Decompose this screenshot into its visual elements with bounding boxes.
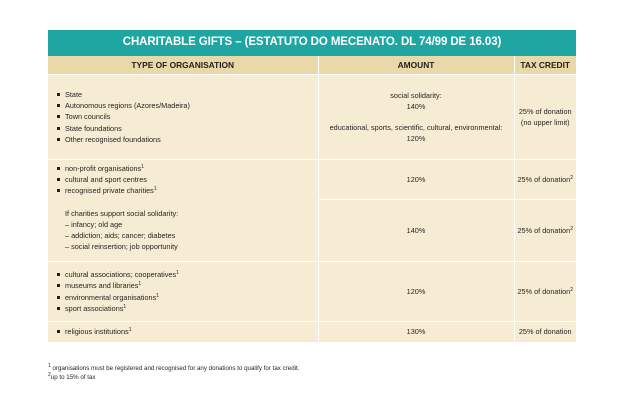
credit-value: 25% of donation	[518, 106, 572, 116]
list-item: non-profit organisations$^1$	[56, 163, 318, 174]
table-row	[48, 160, 576, 200]
list-item: sport associations$^1$	[56, 303, 318, 314]
row2-credit: 25% of donation$^2$	[514, 160, 576, 200]
amount-label: social solidarity:	[390, 90, 442, 100]
row1-amount	[318, 75, 514, 160]
support-line: – infancy; old age	[65, 220, 123, 230]
row1-credit	[514, 75, 576, 160]
gifts-table	[48, 54, 576, 342]
footnote-ref: 2	[570, 225, 574, 232]
header-credit: TAX CREDIT	[514, 55, 576, 75]
list-item: cultural associations; cooperatives$^1$	[56, 269, 318, 280]
row1-types	[48, 75, 318, 160]
list-item: cultural and sport centres	[56, 174, 318, 185]
row2-amount: 120%	[318, 160, 514, 200]
footnote-2: $^2$up to 15% of tax	[48, 372, 96, 381]
list-item: Other recognised foundations	[56, 134, 318, 145]
support-line: – social reinsertion; job opportunity	[65, 242, 178, 252]
footnote-ref: 2	[570, 174, 574, 181]
footnote-1: $^1$ organisations must be registered and recognised for any donations to qualify for tax credit.	[48, 363, 300, 372]
footnote-ref: 1	[141, 163, 145, 170]
list-item: Town councils	[56, 111, 318, 122]
row3-amount: 140%	[318, 200, 514, 262]
amount-label: educational, sports, scientific, cultural, environmental:	[329, 123, 503, 132]
footnote-ref: 1	[176, 270, 179, 277]
support-line: – addiction; aids; cancer; diabetes	[65, 231, 176, 241]
list-item: State	[56, 89, 318, 100]
row4-amount: 120%	[318, 262, 514, 322]
list-item: museums and libraries$^1$	[56, 280, 318, 291]
footnote-ref: 1	[153, 186, 157, 193]
table-row	[48, 262, 576, 322]
footnotes	[48, 364, 299, 382]
list-item: Autonomous regions (Azores/Madeira)	[56, 100, 318, 111]
table-row	[48, 200, 576, 262]
footnote-ref: 1	[128, 327, 132, 334]
social-solidarity-intro: If charities support social solidarity:	[65, 208, 179, 218]
list-item: religious institutions$^1$	[56, 326, 318, 337]
footnote-ref: 2	[570, 286, 574, 293]
row2-types	[48, 160, 318, 200]
footnote-ref: 1	[138, 281, 142, 288]
row4-types	[48, 262, 318, 322]
credit-note: (no upper limit)	[520, 118, 570, 127]
list-item: recognised private charities$^1$	[56, 185, 318, 196]
row3-types	[48, 200, 318, 262]
table-row	[48, 75, 576, 160]
header-amount: AMOUNT	[318, 55, 514, 75]
table-row	[48, 322, 576, 342]
charitable-gifts-table-block	[48, 30, 576, 342]
amount-value: 120%	[406, 134, 426, 144]
amount-value: 140%	[406, 101, 426, 111]
row4-credit: 25% of donation$^2$	[514, 262, 576, 322]
row5-types	[48, 322, 318, 342]
list-item: environmental organisations$^1$	[56, 292, 318, 303]
row3-credit: 25% of donation$^2$	[514, 200, 576, 262]
header-type: TYPE OF ORGANISATION	[48, 55, 318, 75]
list-item: State foundations	[56, 123, 318, 134]
row5-amount: 130%	[318, 322, 514, 342]
footnote-ref: 1	[123, 303, 127, 310]
table-title: CHARITABLE GIFTS – (ESTATUTO DO MECENATO. DL 74/99 DE 16.03)	[48, 30, 576, 54]
footnote-ref: 1	[156, 292, 160, 299]
row5-credit: 25% of donation	[514, 322, 576, 342]
